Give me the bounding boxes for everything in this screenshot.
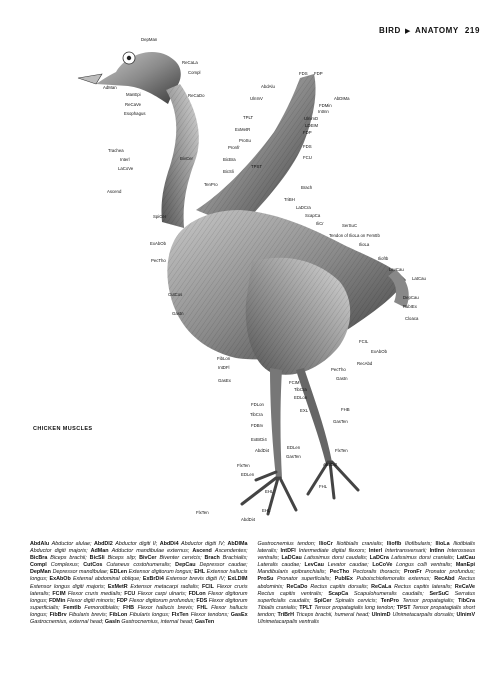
legend-desc: Longus colli ventralis;: [396, 562, 453, 569]
legend-abbr: LaDCau: [281, 555, 302, 562]
figure-label: FDP: [303, 130, 312, 135]
legend-abbr: IliofIb: [386, 541, 402, 547]
legend-entry: [175, 562, 247, 568]
legend-entry: [105, 619, 193, 625]
legend-desc: Flexor digitorum longus;: [30, 590, 248, 604]
legend-abbr: LoCoVe: [372, 562, 393, 569]
legend-abbr: IlioCr: [319, 541, 333, 547]
figure-label: AbdDi2: [323, 462, 338, 467]
figure-label: BicBra: [223, 157, 236, 162]
legend-abbr: BicBra: [30, 555, 48, 562]
legend-abbr: LevCau: [304, 562, 324, 569]
figure-label: PecTho: [151, 258, 166, 263]
legend-abbr: PubIEx: [334, 576, 353, 583]
figure-label: UlnimD: [304, 116, 319, 121]
legend-entry: [109, 612, 169, 618]
legend-desc: Extensor brevis digiti IV;: [166, 576, 226, 583]
legend-abbr: ReCaLa: [371, 583, 392, 590]
legend-entry: [124, 591, 186, 597]
legend-abbr: ExBrDi4: [142, 576, 164, 583]
legend-abbr: SpiCer: [314, 597, 332, 604]
legend-abbr: ScapCa: [328, 590, 349, 597]
figure-label: Interl: [120, 157, 130, 162]
figure-label: FibLon: [217, 356, 231, 361]
figure-label: FlxTen: [196, 510, 209, 515]
legend-abbr: IlioLa: [435, 541, 450, 547]
legend-desc: Tibialis cranialis;: [257, 604, 298, 611]
figure-label: LaCoVe: [118, 166, 134, 171]
legend-abbr: LaDCra: [369, 555, 389, 562]
figure-label: GasTen: [333, 419, 348, 424]
legend-abbr: TPST: [396, 604, 411, 611]
legend-desc: Latissimus dorsi cranialis;: [391, 555, 455, 562]
legend-entry: [123, 605, 194, 611]
figure-label: Esophagus: [124, 111, 146, 116]
legend-desc: Depressor mandibulae;: [52, 569, 109, 576]
legend-entry: [328, 591, 423, 597]
legend-abbr: TriBrH: [277, 611, 294, 618]
legend-abbr: AbDIMa: [227, 541, 248, 547]
figure-label: ReCaVe: [125, 102, 142, 107]
figure-label: ProSu: [239, 138, 251, 143]
figure-label: ReCaDo: [188, 93, 205, 98]
legend-desc: Intermediate digital flexors;: [298, 548, 366, 555]
figure-label: FDS: [299, 71, 308, 76]
legend-desc: Serratus superficialis caudalis;: [257, 590, 476, 604]
right-foot: [308, 462, 358, 498]
figure-label: IntDFl: [218, 365, 230, 370]
legend-abbr: IntDFl: [280, 548, 296, 555]
legend-abbr: TibCra: [458, 597, 476, 604]
figure-label: EDLen: [287, 445, 301, 450]
legend-abbr: DepMan: [30, 569, 51, 576]
legend-entry: [192, 548, 247, 554]
figure-label: ExAbOb: [150, 241, 167, 246]
right-leg: [296, 368, 332, 464]
figure-label: FHL: [319, 484, 328, 489]
legend-desc: Flexor digiti minoris;: [67, 597, 116, 604]
legend-abbr: GasIn: [104, 619, 120, 626]
legend-entry: [258, 541, 316, 547]
legend-entry: [330, 569, 401, 575]
legend-desc: Extensor digitorum longus;: [128, 569, 193, 576]
legend-desc: Flexor digitorum profundus;: [129, 597, 195, 604]
legend-entry: [258, 576, 331, 582]
legend-entry: [91, 548, 190, 554]
figure-label: BicSli: [223, 169, 234, 174]
legend-abbr: ManEpi: [455, 562, 475, 569]
legend-entry: [50, 576, 141, 582]
figure-label: LaDCra: [296, 205, 311, 210]
figure-label: FHB: [341, 407, 350, 412]
legend-abbr: AbdAlu: [30, 541, 50, 547]
figure-label: UlnInV: [250, 96, 263, 101]
legend-abbr: FDS: [196, 597, 208, 604]
legend-desc: Ulnimetacarpalis dorsalis;: [392, 611, 455, 618]
legend-entry: [30, 555, 87, 561]
legend-abbr: FHB: [123, 604, 135, 611]
figure-label: FCIL: [359, 339, 369, 344]
figure-label: TenPro: [204, 182, 218, 187]
figure-label: ExBrDi4: [251, 437, 267, 442]
legend-abbr: SerSuC: [429, 590, 449, 597]
legend-desc: Rectus capitis dorsalis;: [310, 583, 369, 590]
legend-entry: [335, 576, 431, 582]
header-section: BIRD: [378, 26, 401, 35]
legend-abbr: CutCos: [83, 562, 103, 569]
legend-entry: [314, 598, 377, 604]
legend-desc: Levator caudae;: [327, 562, 369, 569]
legend-abbr: Interl: [368, 548, 383, 555]
legend-entry: [305, 562, 369, 568]
legend-entry: [90, 555, 137, 561]
legend-entry: [30, 562, 79, 568]
legend-abbr: UlnimD: [371, 611, 391, 618]
legend-entry: [172, 612, 229, 618]
legend-desc: External abdominal oblique;: [72, 576, 141, 583]
figure-label: GasEx: [218, 378, 231, 383]
figure-label: EDLon: [294, 395, 308, 400]
legend-entry: [63, 605, 119, 611]
legend-abbr: IntInn: [429, 548, 445, 555]
legend-desc: Scapulohumeralis caudalis;: [353, 590, 424, 597]
figure-label: CutCos: [168, 292, 183, 297]
legend-abbr: ProSu: [257, 576, 274, 583]
legend-entry: [372, 612, 455, 618]
legend-entry: [387, 541, 432, 547]
legend-desc: Rectus capitis lateralis;: [394, 583, 453, 590]
legend-desc: Pronator profundus;: [425, 569, 476, 576]
legend-abbr: FCIM: [52, 590, 66, 597]
figure-label: FDP: [314, 71, 323, 76]
legend-abbr: FHL: [197, 604, 208, 611]
legend-desc: Abductor alulae;: [51, 541, 92, 547]
legend-entry: [286, 584, 368, 590]
legend-abbr: ExAbOb: [49, 576, 71, 583]
legend-entry: [195, 619, 214, 625]
figure-label: Cloaca: [405, 316, 419, 321]
legend-abbr: AbdDi4: [159, 541, 179, 547]
figure-label: DepMan: [141, 37, 158, 42]
figure-label: Compl: [188, 70, 201, 75]
legend-desc: Puboischiofemoralis externus;: [356, 576, 431, 583]
legend-desc: Biceps brachii;: [50, 555, 87, 562]
legend-column-right: [258, 541, 476, 663]
figure-label: ExMetR: [235, 127, 251, 132]
figure-label: EHL: [262, 508, 271, 513]
legend-desc: Gastrocnemius tendon;: [257, 541, 316, 547]
legend-desc: Flexor hallucis brevis;: [137, 604, 194, 611]
figure-label: SerSuC: [342, 223, 358, 228]
figure-label: Pronfr: [228, 145, 240, 150]
figure-label: TriBH: [284, 197, 295, 202]
legend-desc: Iliofibularis;: [404, 541, 432, 547]
figure-label: FDS: [303, 144, 312, 149]
legend-abbr: FlxTen: [171, 611, 189, 618]
legend-desc: Complexus;: [50, 562, 80, 569]
figure-label: EXL: [300, 408, 309, 413]
legend-abbr: GasTen: [194, 619, 215, 626]
legend-desc: Gastrocnemius, internal head;: [121, 619, 194, 626]
figure-label: Brach: [301, 185, 313, 190]
figure-label: SpiCer: [153, 214, 167, 219]
legend-abbr: FDMin: [48, 597, 66, 604]
legend-desc: Interosseus ventralis;: [257, 548, 476, 562]
figure-label: IntInn: [318, 109, 329, 114]
legend-desc: Flexor hallucis longus;: [30, 604, 248, 618]
legend-entry: [160, 541, 225, 547]
figure-label: FDMin: [319, 103, 332, 108]
legend-entry: [281, 555, 367, 561]
figure-label: Gastn: [172, 311, 184, 316]
legend-desc: Latissimus dorsi caudalis;: [304, 555, 368, 562]
legend-entry: [404, 569, 475, 575]
legend-entry: [110, 569, 193, 575]
legend-abbr: LatCau: [456, 555, 475, 562]
figure-label: AbDIMa: [334, 96, 350, 101]
legend-entry: [143, 576, 226, 582]
legend-desc: Pronator superficialis;: [277, 576, 331, 583]
legend-entry: [94, 541, 157, 547]
legend-desc: Tensor propatagialis;: [402, 597, 455, 604]
figure-label: LDEIM: [305, 123, 319, 128]
figure-label: Gastn: [336, 376, 348, 381]
legend-abbr: FCIL: [202, 583, 214, 590]
legend-desc: Pectoralis thoracis;: [352, 569, 401, 576]
legend-entry: [299, 605, 395, 611]
legend-abbr: FibLon: [109, 611, 128, 618]
legend-abbr: FibBrv: [49, 611, 67, 618]
figure-label: TibCra: [250, 412, 263, 417]
figure-label: AdMan: [103, 85, 117, 90]
legend-abbr: AbdDI2: [93, 541, 113, 547]
legend-entry: [117, 598, 195, 604]
figure-label: ExAbOb: [371, 349, 388, 354]
legend-desc: Flexor digitorum superficialis;: [30, 597, 248, 611]
legend-desc: Gastrocnemius, external head;: [30, 619, 104, 626]
legend-desc: Tensor propatagialis long tendon;: [314, 604, 395, 611]
legend-entry: [139, 555, 201, 561]
legend-abbr: EHL: [194, 569, 206, 576]
figure-label: FlxTen: [237, 463, 250, 468]
chicken-drawing: [56, 32, 468, 532]
legend-desc: Depressor caudae;: [199, 562, 248, 569]
legend-desc: Mandibularis epibranchialis;: [257, 569, 327, 576]
legend-abbr: ExLDIM: [227, 576, 248, 583]
legend-desc: Flexor carpi ulnaris;: [137, 590, 187, 597]
legend-entry: [83, 562, 171, 568]
figure-label: FCIM: [289, 380, 300, 385]
legend-entry: [319, 541, 383, 547]
figure-label: EDLen: [241, 472, 255, 477]
figure-label: IliofIb: [378, 256, 389, 261]
legend-abbr: Ascend: [192, 548, 212, 555]
legend-desc: Ascendentes;: [214, 548, 248, 555]
left-leg: [270, 368, 282, 478]
legend-abbr: RecAbd: [434, 576, 455, 583]
legend-entry: [278, 612, 370, 618]
legend-entry: [371, 584, 452, 590]
figure-label: LevCau: [389, 267, 404, 272]
legend-desc: Biceps slip;: [107, 555, 137, 562]
legend-abbr: ExMetR: [107, 583, 128, 590]
legend-abbr: BivCer: [139, 555, 157, 562]
legend-abbr: EDLen: [109, 569, 128, 576]
legend-desc: Brachialis;: [222, 555, 248, 562]
legend-desc: Flexor tendons;: [190, 611, 229, 618]
legend-desc: Abductor digiti IV;: [181, 541, 226, 547]
figure-label: GasTen: [286, 454, 301, 459]
legend-abbr: FemtIb: [63, 604, 81, 611]
legend-desc: Rectus abdominis;: [257, 576, 476, 590]
legend-desc: Spinalis cervicis;: [335, 597, 378, 604]
legend-desc: Iliotibialis lateralis;: [257, 541, 476, 555]
legend-desc: Tensor propatagialis short tendon;: [257, 604, 475, 618]
figure-label: TPST: [251, 164, 262, 169]
legend-desc: Extensor metacarpi radialis;: [130, 583, 200, 590]
legend-desc: Abductor digiti II;: [115, 541, 158, 547]
legend-abbr: UlnimV: [456, 611, 476, 618]
figure-label: AbdDi4: [241, 517, 256, 522]
figure-label: FlxTen: [335, 448, 348, 453]
figure-label: IliCr: [316, 221, 324, 226]
figure-label: ManEpi: [126, 92, 141, 97]
legend-entry: [204, 555, 247, 561]
header-arrow-icon: ▶: [404, 28, 411, 35]
legend-abbr: PronFr: [404, 569, 422, 576]
legend-abbr: PecTho: [329, 569, 350, 576]
figure-label: ScapCa: [305, 213, 321, 218]
header-subsection: ANATOMY: [414, 26, 459, 35]
figure-label: FCU: [303, 155, 312, 160]
chicken-muscle-illustration: [56, 32, 468, 532]
figure-label: PecTho: [331, 367, 346, 372]
legend-desc: Biventer cervicis;: [159, 555, 202, 562]
figure-label: FDBrv: [251, 423, 264, 428]
figure-label: FDLon: [251, 402, 264, 407]
legend-abbr: FDLon: [188, 590, 206, 597]
legend-abbr: BicSli: [89, 555, 105, 562]
figure-label: PubIEx: [403, 304, 417, 309]
legend-abbr: DepCau: [175, 562, 196, 569]
legend-abbr: TPLT: [299, 604, 313, 611]
legend-entry: [30, 569, 108, 575]
legend-entry: [370, 555, 455, 561]
figure-label: BivCer: [180, 156, 193, 161]
legend-desc: Extensor longus digiti majoris;: [30, 583, 106, 590]
figure-label: EHL: [265, 489, 274, 494]
legend-desc: Extensor hallucis longus;: [30, 569, 248, 583]
figure-label: Ascend: [107, 189, 122, 194]
figure-label: DepCau: [403, 295, 419, 300]
page-number: 219: [464, 26, 480, 35]
legend-entry: [50, 612, 108, 618]
legend-abbr: ReCaDo: [286, 583, 308, 590]
legend-entry: [381, 598, 455, 604]
legend-desc: Fibularis longus;: [129, 611, 170, 618]
legend-desc: Iliotibialis cranialis;: [336, 541, 384, 547]
legend-abbr: FCU: [124, 590, 136, 597]
legend-abbr: FDP: [116, 597, 128, 604]
legend-desc: Ulnimetacarpalis ventralis: [257, 619, 319, 626]
figure-label: Tendon of IlioLa on FemtIb: [329, 233, 380, 238]
figure-label: Trachea: [108, 148, 124, 153]
abbreviation-legend: [30, 541, 475, 663]
legend-entry: [52, 591, 122, 597]
figure-label: LatCau: [412, 276, 426, 281]
figure-caption: CHICKEN MUSCLES: [33, 426, 93, 432]
legend-entry: [369, 548, 427, 554]
legend-desc: Femorotibialis;: [84, 604, 120, 611]
legend-abbr: ReCaVe: [454, 583, 475, 590]
legend-entry: [30, 541, 92, 547]
legend-desc: Flexor cruris lateralis;: [30, 583, 248, 597]
legend-desc: Cutaneus costohumeralis;: [106, 562, 172, 569]
figure-label: AbdDi4: [255, 448, 270, 453]
legend-desc: Abductor digiti majoris;: [30, 548, 88, 555]
legend-abbr: TenPro: [380, 597, 399, 604]
legend-abbr: AdMan: [90, 548, 109, 555]
figure-label: RecAbd: [357, 361, 373, 366]
legend-desc: Rectus capitis ventralis;: [257, 590, 323, 597]
legend-desc: Flexor cruris medialis;: [67, 590, 122, 597]
figure-label: TPLT: [243, 115, 254, 120]
legend-entry: [281, 548, 366, 554]
legend-desc: Triceps brachii, humeral head;: [296, 611, 370, 618]
legend-desc: Adductor mandibulae externus;: [111, 548, 190, 555]
legend-abbr: Compl: [30, 562, 47, 569]
figure-label: TibCra: [294, 387, 307, 392]
legend-entry: [372, 562, 452, 568]
legend-entry: [108, 584, 199, 590]
legend-desc: Fibularis brevis;: [68, 611, 108, 618]
figure-label: ReCaLa: [182, 60, 198, 65]
legend-entry: [49, 598, 115, 604]
legend-desc: Lateralis caudae;: [257, 562, 301, 569]
legend-abbr: Brach: [204, 555, 220, 562]
figure-label: IlioLa: [359, 242, 370, 247]
legend-abbr: GasEx: [230, 611, 248, 618]
legend-column-left: [30, 541, 248, 663]
legend-desc: Intertransversarii;: [385, 548, 427, 555]
figure-label: AbdAlu: [261, 84, 275, 89]
